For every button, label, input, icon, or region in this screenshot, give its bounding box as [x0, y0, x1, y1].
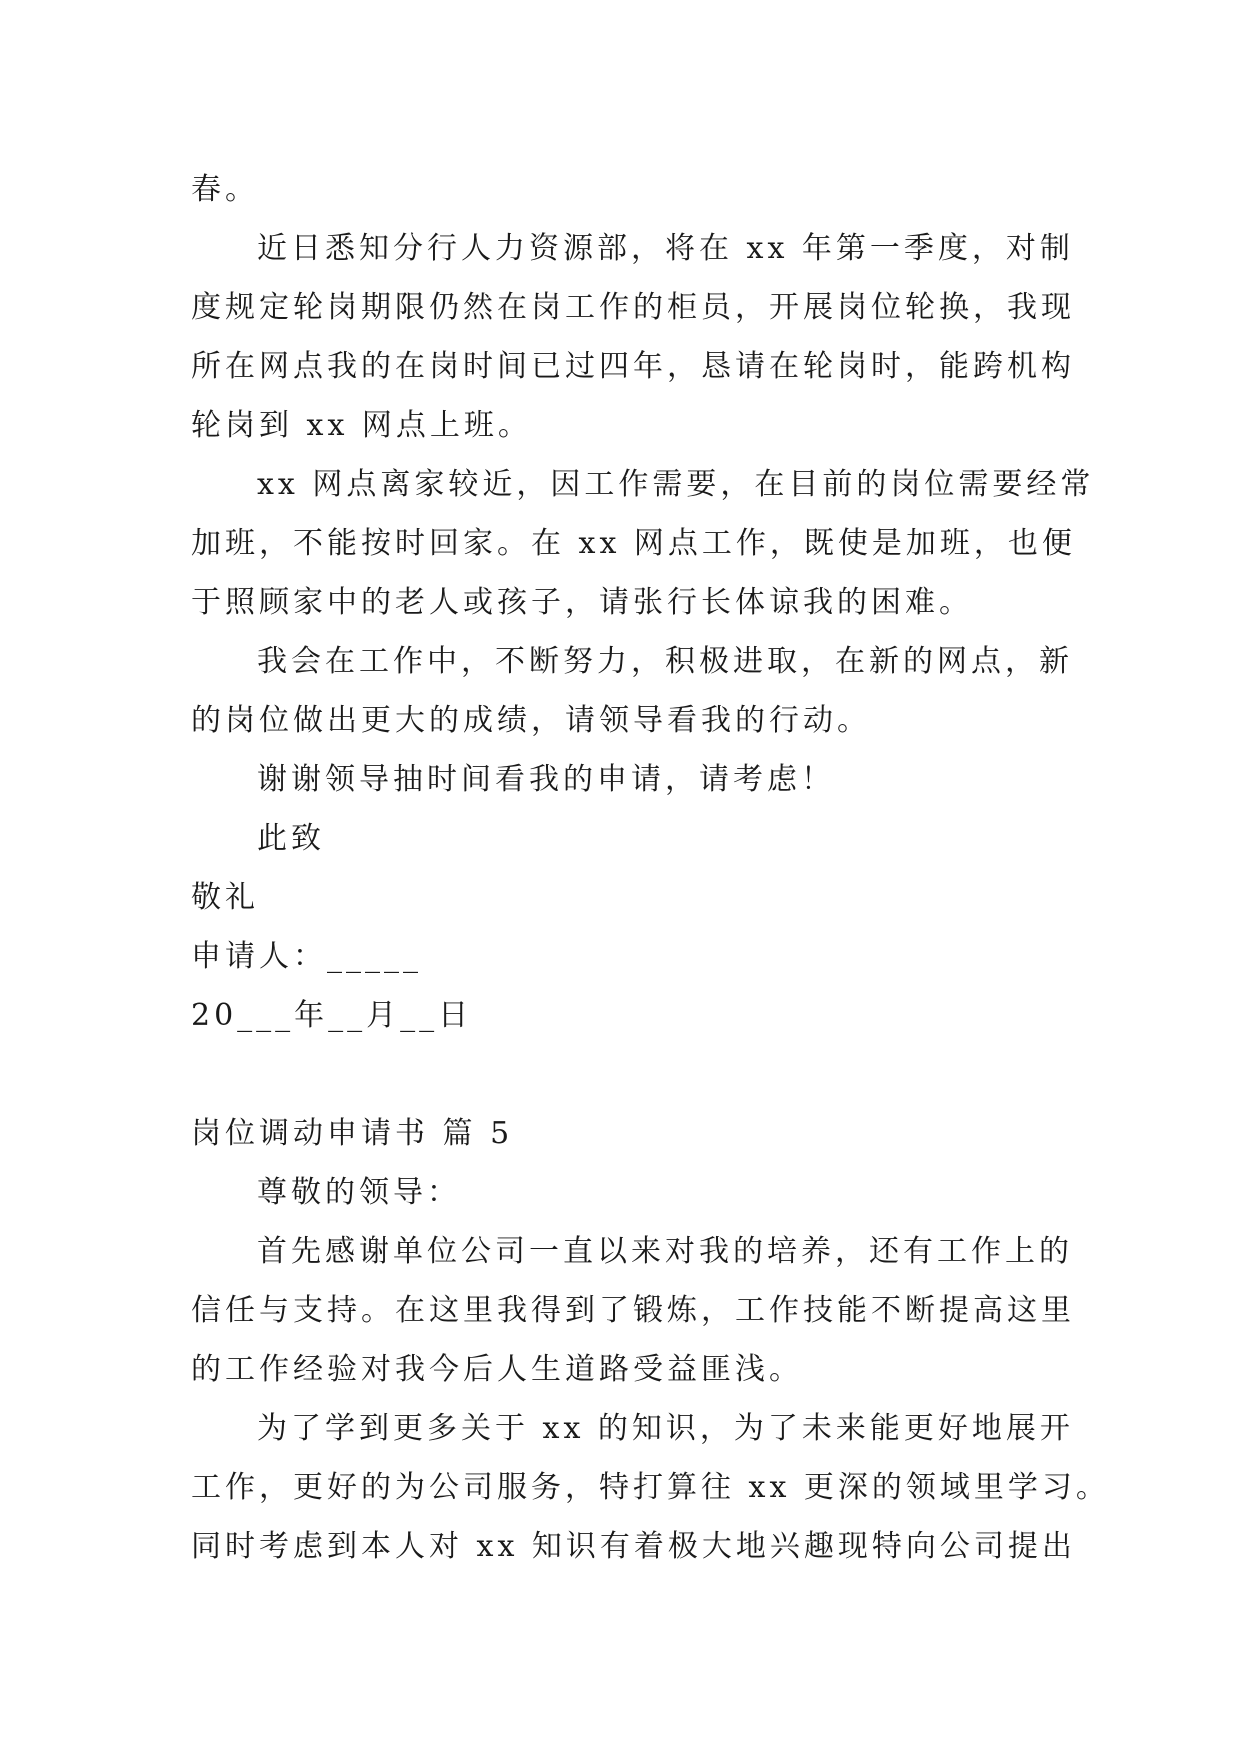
text-line: 所在网点我的在岗时间已过四年，恳请在轮岗时，能跨机构 [191, 349, 1075, 384]
text-line: 春。 [191, 172, 259, 207]
text-line: 敬礼 [191, 880, 259, 915]
text-line: 此致 [257, 821, 325, 856]
text-line: 轮岗到 xx 网点上班。 [191, 408, 532, 443]
text-line: 工作，更好的为公司服务，特打算往 xx 更深的领域里学习。 [191, 1470, 1110, 1505]
text-line: 申请人：_____ [191, 939, 422, 974]
text-line: 首先感谢单位公司一直以来对我的培养，还有工作上的 [257, 1234, 1073, 1269]
text-line: 谢谢领导抽时间看我的申请，请考虑！ [257, 762, 835, 797]
text-line: 的岗位做出更大的成绩，请领导看我的行动。 [191, 703, 871, 738]
text-line: 加班，不能按时回家。在 xx 网点工作，既使是加班，也便 [191, 526, 1076, 561]
text-line: 20___年__月__日 [191, 998, 473, 1033]
text-line: xx 网点离家较近，因工作需要，在目前的岗位需要经常 [257, 467, 1095, 502]
text-line: 尊敬的领导： [257, 1175, 461, 1210]
text-line: 度规定轮岗期限仍然在岗工作的柜员，开展岗位轮换，我现 [191, 290, 1075, 325]
text-line: 于照顾家中的老人或孩子，请张行长体谅我的困难。 [191, 585, 973, 620]
text-line: 岗位调动申请书 篇 5 [191, 1116, 514, 1151]
text-line: 信任与支持。在这里我得到了锻炼，工作技能不断提高这里 [191, 1293, 1075, 1328]
text-line: 同时考虑到本人对 xx 知识有着极大地兴趣现特向公司提出 [191, 1529, 1076, 1564]
blank-line [191, 1045, 1071, 1104]
text-line: 为了学到更多关于 xx 的知识，为了未来能更好地展开 [257, 1411, 1074, 1446]
document-body [191, 160, 1110, 1576]
text-line: 我会在工作中，不断努力，积极进取，在新的网点，新 [257, 644, 1073, 679]
text-line: 的工作经验对我今后人生道路受益匪浅。 [191, 1352, 803, 1387]
text-line: 近日悉知分行人力资源部，将在 xx 年第一季度，对制 [257, 231, 1074, 266]
